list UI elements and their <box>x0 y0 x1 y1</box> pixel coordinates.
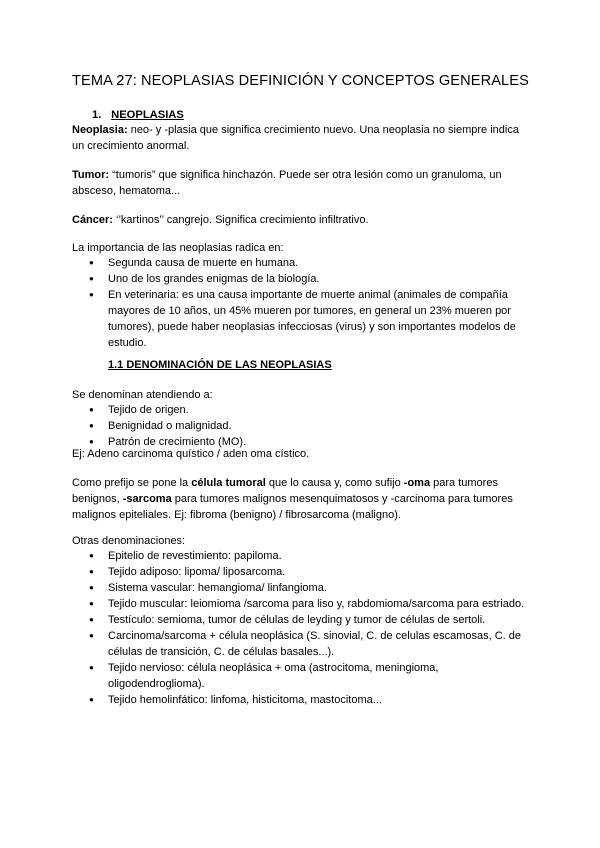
prefix-bold-sarcoma: -sarcoma <box>122 493 172 505</box>
subsection-heading-denominacion: 1.1 DENOMINACIÓN DE LAS NEOPLASIAS <box>108 359 332 371</box>
importance-intro: La importancia de las neoplasias radica en: <box>72 242 284 254</box>
definition-tumor <box>72 167 532 199</box>
prefix-text-1: Como prefijo se pone la <box>72 477 192 489</box>
definition-neoplasia <box>72 122 532 154</box>
others-intro: Otras denominaciones: <box>72 535 186 547</box>
list-item: ● Tejido adiposo: lipoma/ liposarcoma. <box>72 564 532 580</box>
list-item: ● Testículo: semioma, tumor de células de leyding y tumor de células de sertoli. <box>72 612 532 628</box>
term-cancer: Cáncer: <box>72 214 113 226</box>
term-neoplasia: Neoplasia: <box>72 124 128 136</box>
list-item: ● Segunda causa de muerte en humana. <box>72 255 532 271</box>
list-item: ● Epitelio de revestimiento: papiloma. <box>72 548 532 564</box>
list-item: ● Tejido de origen. <box>72 402 532 418</box>
list-item: ● Tejido nervioso: célula neoplásica + oma (astrocitoma, meningioma, oligodendroglioma). <box>72 660 532 692</box>
prefix-bold-celula: célula tumoral <box>191 477 266 489</box>
others-list <box>72 548 532 708</box>
definition-tumor-text: “tumoris” que significa hinchazón. Puede ser otra lesión como un granuloma, un absceso, hematoma... <box>72 169 502 197</box>
prefix-text-3: para tumores benignos, <box>72 477 498 505</box>
prefix-text-2: que lo causa y, como sufijo <box>265 477 404 489</box>
importance-list <box>72 255 532 351</box>
prefix-text-4: para tumores malignos mesenquimatosos y -carcinoma para tumores malignos epiteliales. Ej: fibroma (benigno) / fibrosarcoma (maligno). <box>72 493 513 521</box>
definition-cancer <box>72 212 532 228</box>
definition-neoplasia-text: neo- y -plasia que significa crecimiento nuevo. Una neoplasia no siempre indica un crecimiento anormal. <box>72 124 519 152</box>
page-title: TEMA 27: NEOPLASIAS DEFINICIÓN Y CONCEPTOS GENERALES <box>72 73 529 89</box>
prefix-paragraph <box>72 475 532 523</box>
definition-cancer-text: ‘’kartinos’’ cangrejo. Significa crecimiento infiltrativo. <box>112 214 369 226</box>
section-heading-neoplasias <box>92 109 184 121</box>
section-number: 1. <box>92 109 102 121</box>
list-item: ● En veterinaria: es una causa importante de muerte animal (animales de compañía mayores de 10 años, un 45% mueren por tumores, en general un 23% mueren por tumores), puede haber neoplasias infecciosas (virus) y son importantes modelos de estudio. <box>72 287 532 351</box>
section-label: NEOPLASIAS <box>111 109 184 121</box>
list-item: ● Carcinoma/sarcoma + célula neoplásica (S. sinovial, C. de celulas escamosas, C. de células de transición, C. de células basales...). <box>72 628 532 660</box>
naming-list <box>72 402 532 450</box>
list-item: ● Tejido hemolinfático: linfoma, histicitoma, mastocitoma... <box>72 692 532 708</box>
list-item: ● Tejido muscular: leiomioma /sarcoma para liso y, rabdomioma/sarcoma para estriado. <box>72 596 532 612</box>
list-item: ● Benignidad o malignidad. <box>72 418 532 434</box>
list-item: ● Sistema vascular: hemangioma/ linfangioma. <box>72 580 532 596</box>
naming-example: Ej: Adeno carcinoma quístico / aden oma cístico. <box>72 448 310 460</box>
term-tumor: Tumor: <box>72 169 110 181</box>
list-item: ● Uno de los grandes enigmas de la biología. <box>72 271 532 287</box>
list-item: ● Patrón de crecimiento (MO). <box>72 434 532 450</box>
naming-intro: Se denominan atendiendo a: <box>72 389 213 401</box>
prefix-bold-oma: -oma <box>403 477 431 489</box>
